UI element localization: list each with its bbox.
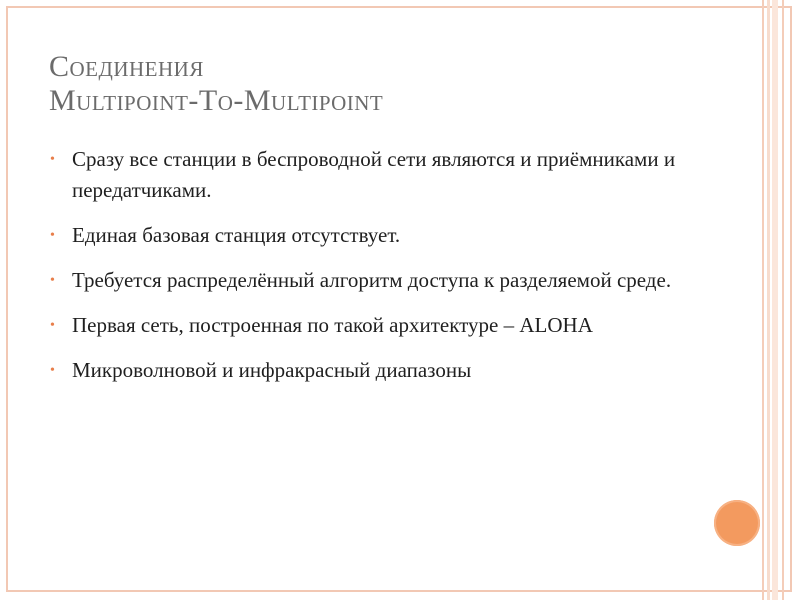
decorative-stripe: [772, 0, 778, 600]
slide-title-line-2: Multipoint-To-Multipoint: [49, 84, 384, 117]
bullet-dot-icon: •: [50, 152, 55, 167]
bullet-dot-icon: •: [50, 273, 55, 288]
slide-title-line-1: Соединения: [49, 50, 204, 83]
bullet-item: [50, 220, 690, 251]
decorative-stripe: [782, 0, 784, 600]
bullet-text: Сразу все станции в беспроводной сети являются и приёмниками и передатчиками.: [72, 147, 676, 202]
decorative-stripe: [767, 0, 770, 600]
bullet-text: Первая сеть, построенная по такой архитектуре – ALOHA: [72, 313, 593, 337]
bullet-dot-icon: •: [50, 228, 55, 243]
slide-title: [49, 50, 709, 118]
decorative-stripe: [762, 0, 764, 600]
bullet-item: [50, 355, 690, 386]
bullet-item: [50, 310, 690, 341]
decorative-circle-icon: [714, 500, 760, 546]
bullet-text: Микроволновой и инфракрасный диапазоны: [72, 358, 472, 382]
bullet-text: Единая базовая станция отсутствует.: [72, 223, 401, 247]
bullet-item: [50, 265, 690, 296]
bullet-list: [50, 144, 690, 400]
bullet-dot-icon: •: [50, 363, 55, 378]
bullet-item: [50, 144, 690, 206]
bullet-text: Требуется распределённый алгоритм доступа к разделяемой среде.: [72, 268, 672, 292]
bullet-dot-icon: •: [50, 318, 55, 333]
